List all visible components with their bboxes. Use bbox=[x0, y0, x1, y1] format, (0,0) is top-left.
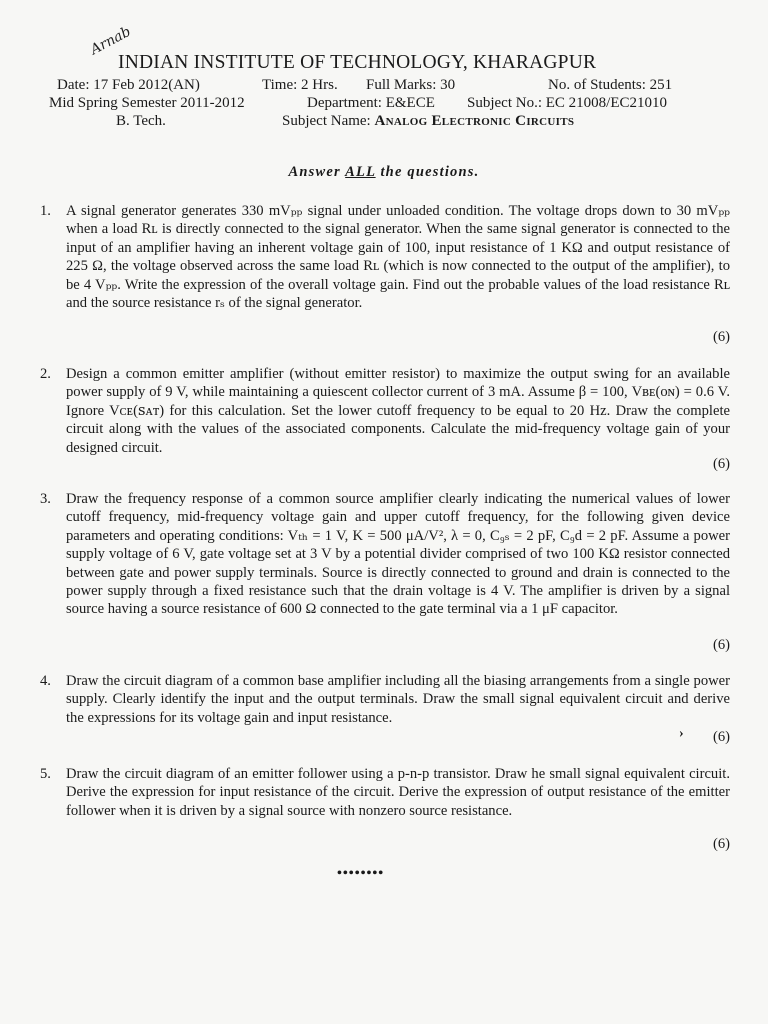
question-marks: (6) bbox=[712, 729, 730, 745]
question-5 bbox=[40, 765, 730, 852]
instruction-pre: Answer bbox=[288, 164, 341, 180]
semester: Mid Spring Semester 2011-2012 bbox=[49, 95, 245, 111]
instruction-line bbox=[0, 164, 768, 181]
question-4 bbox=[40, 672, 730, 745]
question-number: 4. bbox=[40, 673, 51, 689]
exam-date: Date: 17 Feb 2012(AN) bbox=[57, 77, 200, 93]
instruction-post: the questions. bbox=[380, 164, 480, 180]
degree: B. Tech. bbox=[116, 113, 166, 129]
question-number: 1. bbox=[40, 203, 51, 219]
question-marks: (6) bbox=[712, 836, 730, 852]
subject-number: Subject No.: EC 21008/EC21010 bbox=[467, 95, 667, 111]
question-marks: (6) bbox=[712, 329, 730, 345]
question-1 bbox=[40, 202, 730, 345]
pen-tick-mark: › bbox=[679, 726, 684, 741]
question-text: Design a common emitter amplifier (without emitter resistor) to maximize the output swing for an available power supply of 9 V, while maintaining a quiescent collector current of 3 mA. Assume β = 100, Vʙᴇ(ᴏɴ) = 0.6 V. Ignore Vᴄᴇ(ꜱᴀᴛ) for this calculation. Set the lower cutoff frequency to be equal to 20 Hz. Draw the complete circuit along with the values of the associated components. Calculate the mid-frequency voltage gain of your designed circuit. bbox=[66, 366, 730, 456]
institute-title: INDIAN INSTITUTE OF TECHNOLOGY, KHARAGPUR bbox=[118, 52, 597, 73]
full-marks: Full Marks: 30 bbox=[366, 77, 456, 93]
subject-name-row bbox=[282, 113, 574, 130]
handwritten-scribble: Arnab bbox=[88, 23, 134, 59]
subject-name-label: Subject Name: bbox=[282, 113, 371, 129]
department: Department: E&ECE bbox=[307, 95, 435, 111]
instruction-all: ALL bbox=[345, 164, 376, 180]
question-marks: (6) bbox=[712, 637, 730, 653]
question-number: 3. bbox=[40, 491, 51, 507]
end-dots: •••••••• bbox=[337, 866, 385, 881]
question-text: Draw the circuit diagram of an emitter follower using a p-n-p transistor. Draw he small signal equivalent circuit. Derive the expression for input resistance of the circuit. Derive the expression of output resistance of the emitter follower when it is driven by a signal source with nonzero source resistance. bbox=[66, 766, 730, 819]
question-number: 5. bbox=[40, 766, 51, 782]
question-2 bbox=[40, 365, 730, 472]
question-number: 2. bbox=[40, 366, 51, 382]
question-3 bbox=[40, 490, 730, 653]
question-text: Draw the circuit diagram of a common base amplifier including all the biasing arrangements from a single power supply. Clearly identify the input and the output terminals. Draw the small signal equivalent circuit and derive the expressions for its voltage gain and input resistance. bbox=[66, 673, 730, 726]
question-text: Draw the frequency response of a common source amplifier clearly indicating the numerical values of lower cutoff frequency, mid-frequency voltage gain and upper cutoff frequency, for the following given device parameters and operating conditions: Vₜₕ = 1 V, K = 500 μA/V², λ = 0, C₉ₛ = 2 pF, C₉d = 2 pF. Assume a power supply voltage of 6 V, gate voltage set at 3 V by a potential divider comprised of two 100 KΩ resistor connected between gate and power supply terminals. Source is directly connected to ground and drain is connected to the power supply through a fixed resistance such that the drain voltage is 4 V. The amplifier is driven by a signal source having a source resistance of 600 Ω connected to the gate terminal via a 1 μF capacitor. bbox=[66, 491, 730, 618]
question-marks: (6) bbox=[712, 456, 730, 472]
question-text: A signal generator generates 330 mVₚₚ signal under unloaded condition. The voltage drops down to 30 mVₚₚ when a load Rʟ is directly connected to the signal generator. When the same signal generator is connected to the input of an amplifier having an inherent voltage gain of 100, input resistance of 1 KΩ and output resistance of 225 Ω, the voltage observed across the same load Rʟ (which is now connected to the output of the amplifier), to be 4 Vₚₚ. Write the expression of the overall voltage gain. Find out the probable values of the load resistance Rʟ and the source resistance rₛ of the signal generator. bbox=[66, 203, 730, 312]
subject-name: Analog Electronic Circuits bbox=[374, 113, 575, 129]
student-count: No. of Students: 251 bbox=[548, 77, 673, 93]
exam-time: Time: 2 Hrs. bbox=[262, 77, 338, 93]
